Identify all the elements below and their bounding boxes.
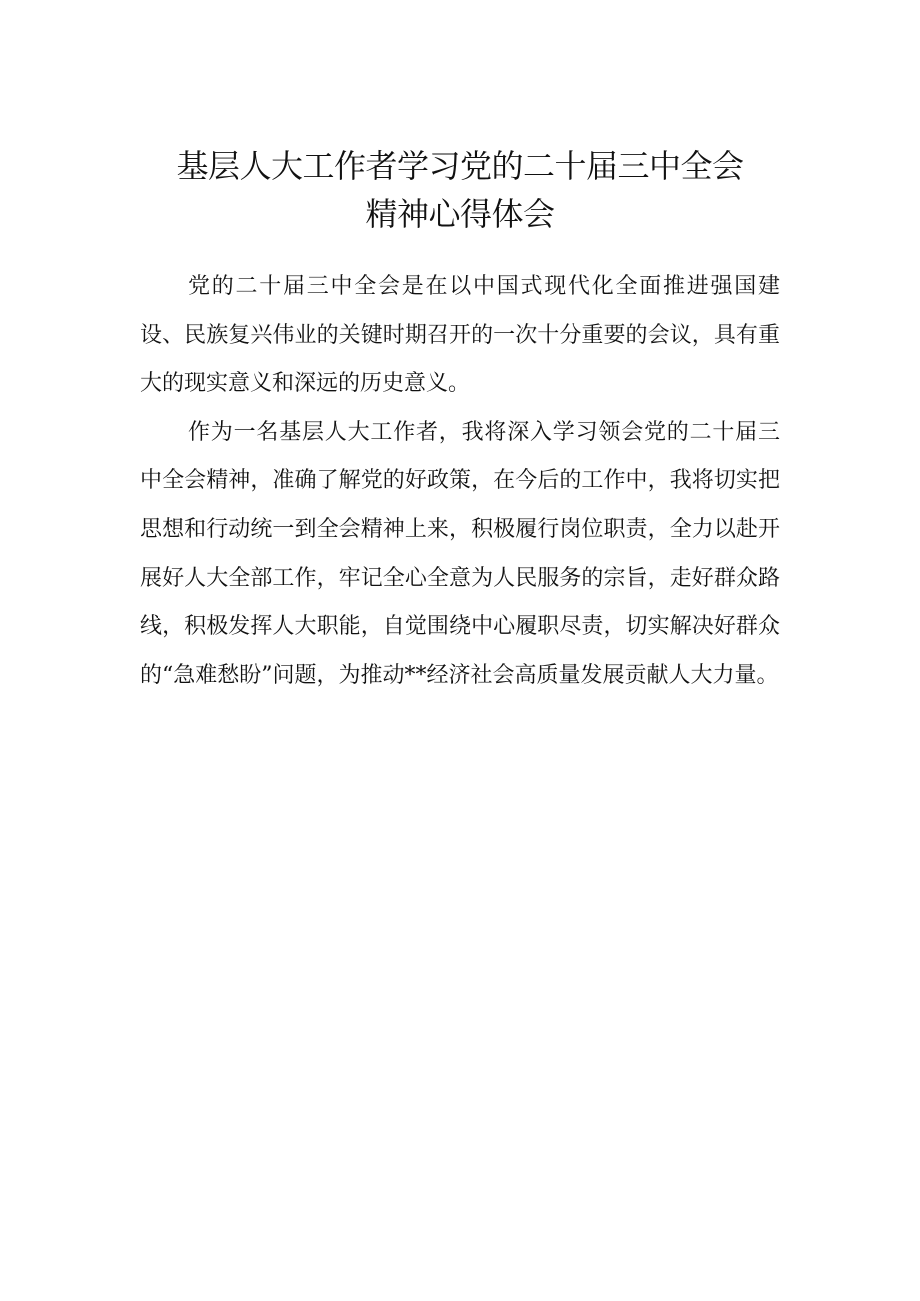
paragraph-1: 党的二十届三中全会是在以中国式现代化全面推进强国建设、民族复兴伟业的关键时期召开的一次十分重要的会议，具有重大的现实意义和深远的历史意义。 (140, 274, 780, 397)
title-line-1: 基层人大工作者学习党的二十届三中全会 (176, 147, 744, 185)
paragraph-2: 作为一名基层人大工作者，我将深入学习领会党的二十届三中全会精神，准确了解党的好政策，在今后的工作中，我将切实把思想和行动统一到全会精神上来，积极履行岗位职责，全力以赴开展好人大全部工作，牢记全心全意为人民服务的宗旨，走好群众路线，积极发挥人大职能，自觉围绕中心履职尽责，切实解决好群众的“急难愁盼”问题，为推动**经济社会高质量发展贡献人大力量。 (140, 419, 780, 688)
document-body (140, 263, 780, 700)
document-title (140, 142, 780, 238)
title-line-2: 精神心得体会 (365, 195, 555, 233)
